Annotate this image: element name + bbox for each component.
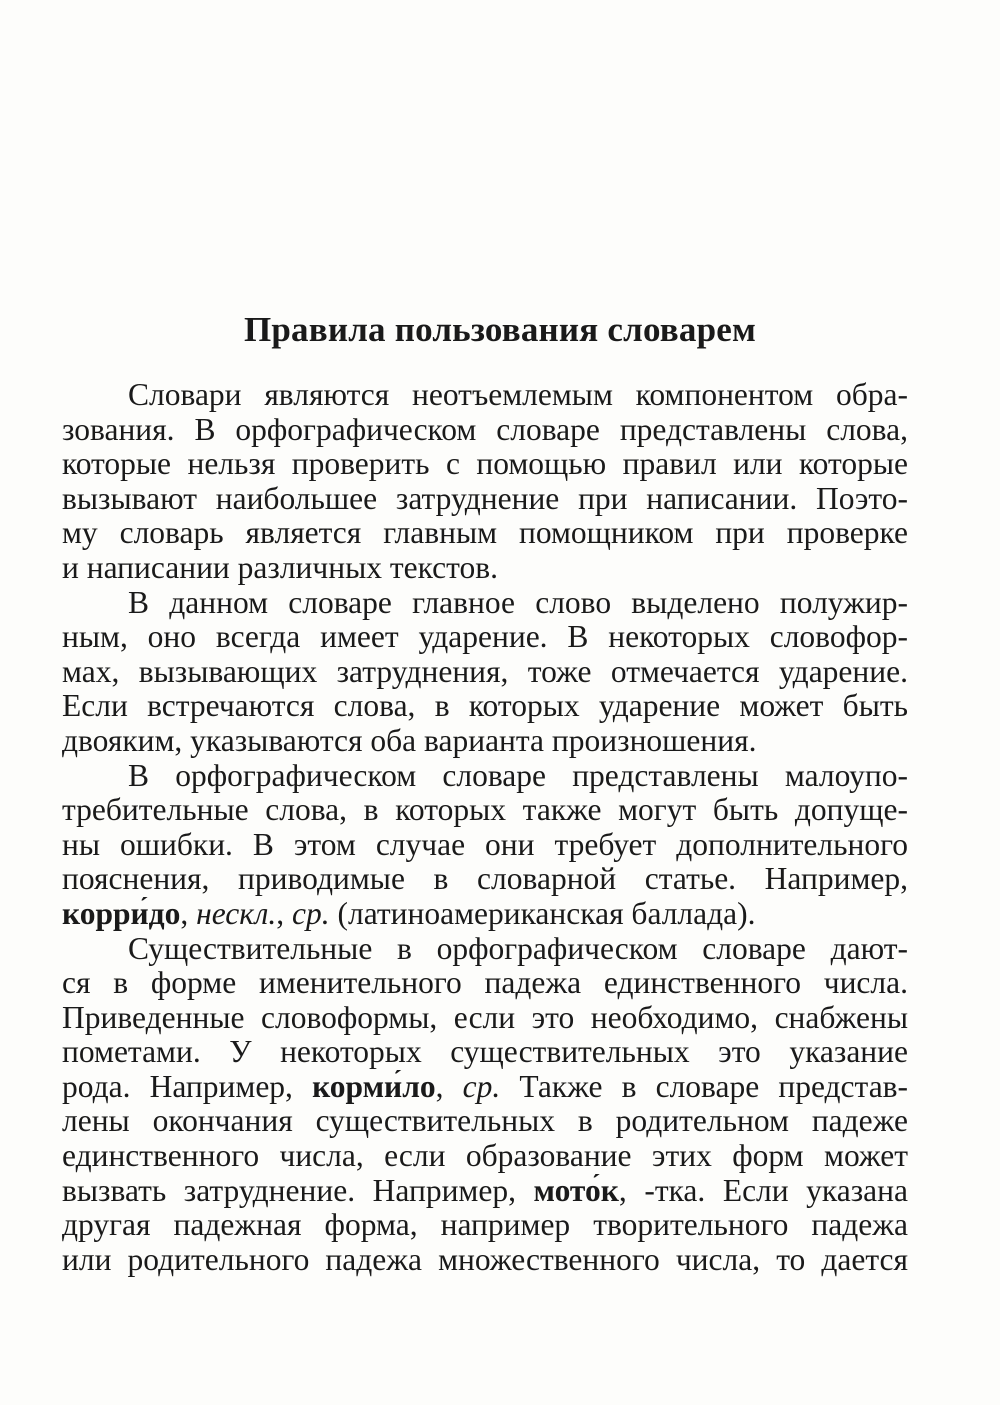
text-line: требительные слова, в которых также могут быть допуще- (62, 793, 908, 828)
text-line: двояким, указываются оба варианта произношения. (62, 723, 757, 758)
gender-mark: ср. (292, 896, 330, 931)
headword: корми́ло (312, 1069, 436, 1104)
comma: , (180, 896, 189, 931)
page-title: Правила пользования словарем (243, 310, 757, 349)
text-line: пояснения, приводимые в словарной статье. Например, (62, 862, 908, 897)
text-line: Если встречаются слова, в которых ударение может быть (62, 689, 908, 724)
text-segment: вызвать затруднение. Например, (62, 1173, 516, 1208)
grammar-mark: нескл. (196, 896, 277, 931)
body-text (62, 378, 908, 1277)
text-line: ным, оно всегда имеет ударение. В некоторых словофор- (62, 620, 908, 655)
text-line: Приведенные словоформы, если это необходимо, снабжены (62, 1000, 908, 1035)
text-line: или родительного падежа множественного числа, то дается (62, 1242, 908, 1277)
text-segment: , -тка. Если указана (618, 1173, 908, 1208)
text-line: ны ошибки. В этом случае они требует дополнительного (62, 827, 908, 862)
text-line: В орфографическом словаре представлены малоупо- (128, 758, 908, 793)
comma: , (276, 896, 285, 931)
example-line (62, 1174, 908, 1209)
example-line (62, 1070, 908, 1105)
text-line: ся в форме именительного падежа единственного числа. (62, 966, 908, 1001)
text-line: другая падежная форма, например творительного падежа (62, 1208, 908, 1243)
text-line: пометами. У некоторых существительных это указание (62, 1035, 908, 1070)
gender-mark: ср. (462, 1069, 501, 1104)
text-line: и написании различных текстов. (62, 550, 499, 585)
gloss: (латиноамериканская баллада). (337, 896, 756, 931)
text-line: Словари являются неотъемлемым компонентом обра- (128, 378, 908, 412)
text-line: вызывают наибольшее затруднение при написании. Поэто- (62, 481, 908, 516)
comma: , (435, 1069, 444, 1104)
example-line (62, 897, 908, 932)
text-line: которые нельзя проверить с помощью правил или которые (62, 447, 908, 482)
text-line: му словарь является главным помощником при проверке (62, 516, 908, 551)
text-line: единственного числа, если образование этих форм может (62, 1139, 908, 1174)
text-segment: рода. Например, (62, 1069, 293, 1104)
headword: мото́к (533, 1173, 619, 1208)
text-line: В данном словаре главное слово выделено полужир- (128, 585, 908, 620)
text-line: лены окончания существительных в родительном падеже (62, 1104, 908, 1139)
text-segment: Также в словаре представ- (519, 1069, 908, 1104)
text-line: зования. В орфографическом словаре представлены слова, (62, 412, 908, 447)
text-line: мах, вызывающих затруднения, тоже отмечается ударение. (62, 654, 908, 689)
text-line: Существительные в орфографическом словаре дают- (128, 931, 908, 966)
headword: корри́до (62, 896, 181, 931)
